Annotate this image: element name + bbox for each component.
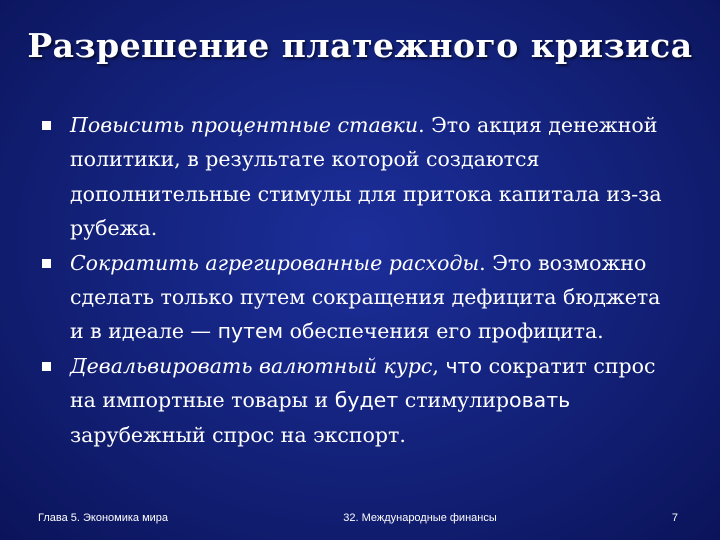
bullet-item-raise-rates (40, 108, 680, 246)
item-emphasis: Повысить процентные ставки (70, 113, 419, 137)
item-emphasis: Девальвировать валютный курс (70, 353, 433, 378)
item-text: обеспечения его профицита. (283, 319, 604, 344)
item-text: . Это акция денежной политики, в результате которой создаются дополнительные стимулы для притока капитала из-за рубежа. (70, 113, 662, 241)
item-text: овать (509, 388, 571, 413)
footer-chapter: Глава 5. Экономика мира (38, 512, 169, 524)
item-text: . Это возможно сделать только путем сокращения дефицита бюджета и в идеале — (70, 250, 661, 344)
square-bullet-icon (42, 121, 51, 130)
item-text: будет (334, 388, 399, 413)
slide-title: Разрешение платежного кризиса (27, 26, 693, 65)
square-bullet-icon (42, 362, 51, 371)
item-emphasis: Сократить агрегированные расходы (70, 250, 480, 275)
footer-section: 32. Международные финансы (343, 512, 497, 524)
square-bullet-icon (42, 259, 51, 268)
bullet-item-devalue (40, 349, 680, 452)
item-text: путем (217, 319, 284, 344)
item-text: сократит спрос на импортные товары и (70, 353, 656, 413)
page-number: 7 (671, 512, 678, 524)
item-text: стимулир (398, 388, 510, 413)
item-text: , (432, 353, 446, 378)
bullet-item-cut-spending (40, 246, 680, 349)
item-text: что (445, 353, 483, 378)
bullet-list (40, 108, 680, 452)
item-text: зарубежный спрос на экспорт. (70, 422, 406, 447)
